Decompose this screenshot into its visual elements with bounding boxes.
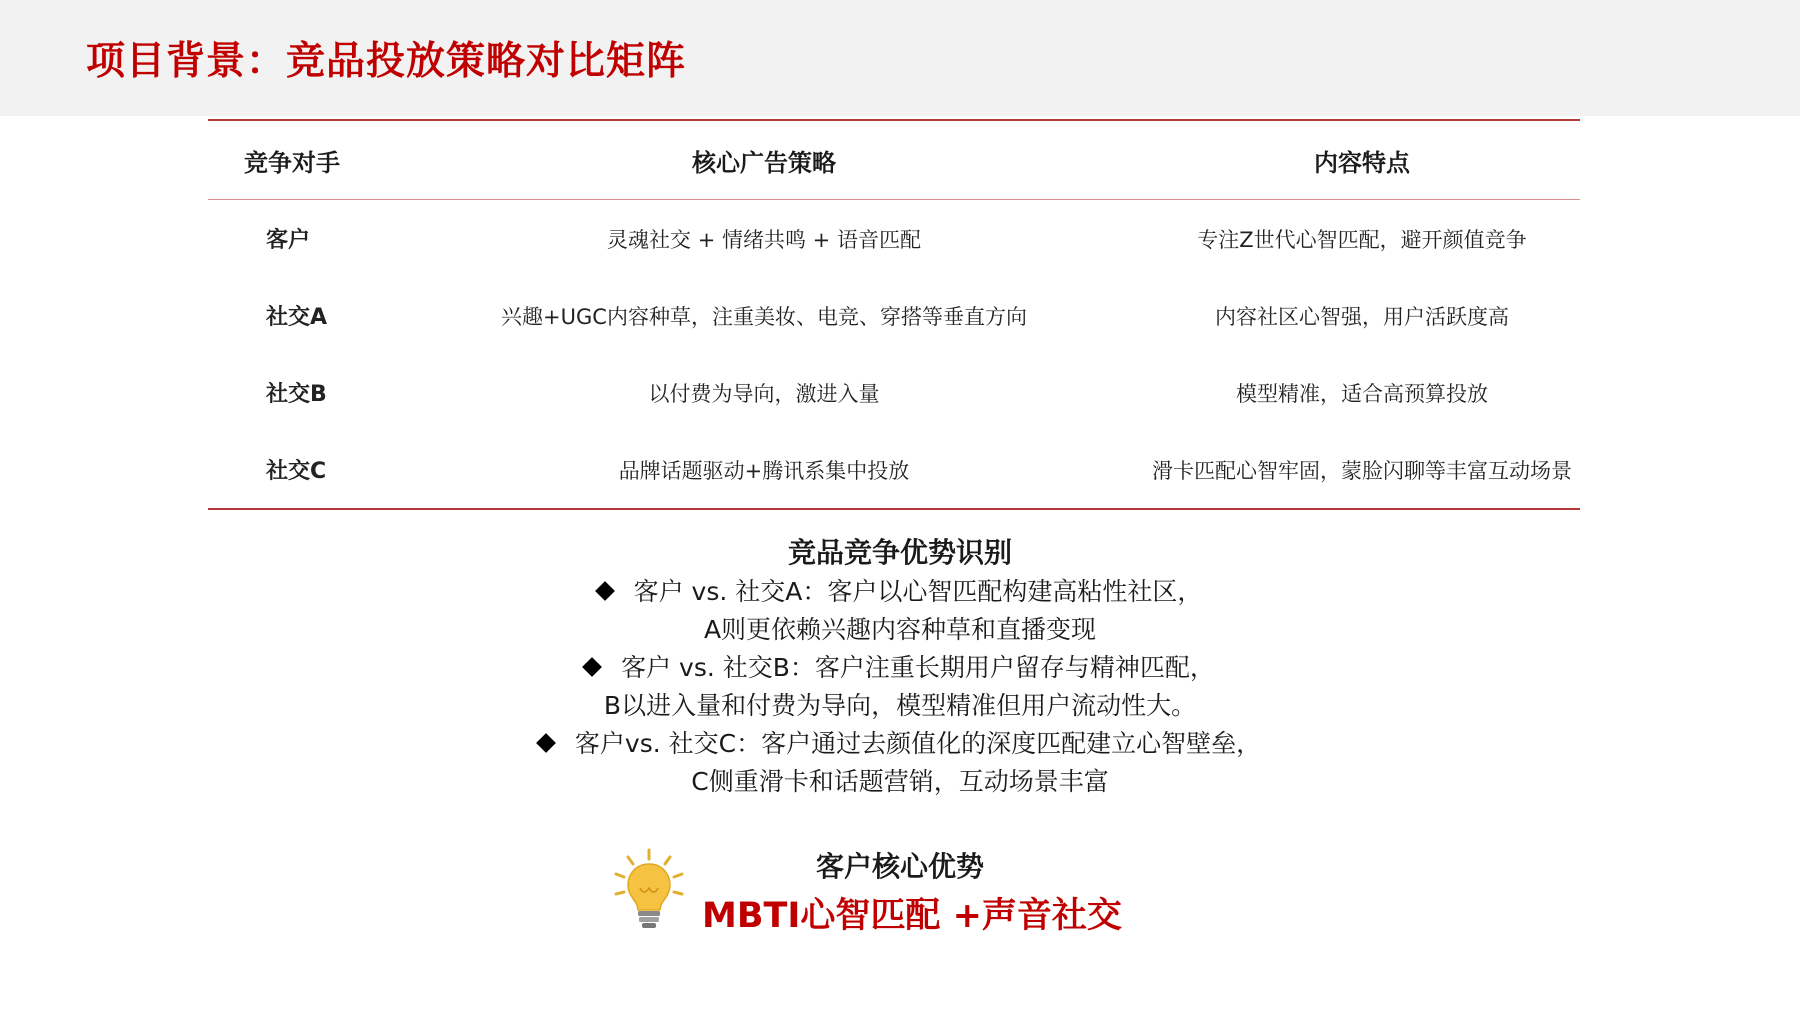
strategy-cell: 以付费为导向，激进入量 <box>648 381 880 406</box>
core-advantage-title: 客户核心优势 <box>815 850 984 883</box>
bullet-continuation: A则更依赖兴趣内容种草和直播变现 <box>703 615 1097 644</box>
comparison-table <box>208 119 1580 510</box>
table-row <box>208 200 1580 277</box>
competitor-cell: 社交C <box>266 459 327 484</box>
features-cell: 专注Z世代心智匹配，避开颜值竞争 <box>1197 227 1527 252</box>
table-row <box>208 277 1580 354</box>
diamond-bullet-icon <box>536 733 556 753</box>
bullet-text: 客户 vs. 社交B：客户注重长期用户留存与精神匹配， <box>621 653 1215 682</box>
competitor-cell: 客户 <box>266 228 311 253</box>
core-advantage-value: MBTI心智匹配 +声音社交 <box>702 896 1122 936</box>
bullet-item <box>0 573 1800 611</box>
features-cell: 内容社区心智强，用户活跃度高 <box>1215 304 1509 329</box>
diamond-bullet-icon <box>582 657 602 677</box>
strategy-cell: 品牌话题驱动+腾讯系集中投放 <box>618 458 910 483</box>
diamond-bullet-icon <box>595 581 615 601</box>
page-title: 项目背景：竞品投放策略对比矩阵 <box>86 39 687 84</box>
bullet-item <box>0 649 1800 687</box>
table-row <box>208 431 1580 508</box>
bullet-text: 客户vs. 社交C：客户通过去颜值化的深度匹配建立心智壁垒， <box>574 729 1262 758</box>
bullet-continuation: B以进入量和付费为导向，模型精准但用户流动性大。 <box>603 691 1197 720</box>
header-strategy: 核心广告策略 <box>692 148 836 177</box>
header-features: 内容特点 <box>1314 148 1410 177</box>
competitor-cell: 社交A <box>266 305 328 330</box>
strategy-cell: 灵魂社交 + 情绪共鸣 + 语音匹配 <box>607 227 921 252</box>
table-row <box>208 354 1580 431</box>
strategy-cell: 兴趣+UGC内容种草，注重美妆、电竞、穿搭等垂直方向 <box>501 304 1027 329</box>
bullet-text: 客户 vs. 社交A：客户以心智匹配构建高粘性社区， <box>633 577 1203 606</box>
bullet-continuation: C侧重滑卡和话题营销，互动场景丰富 <box>691 767 1109 796</box>
section-title: 竞品竞争优势识别 <box>787 536 1012 569</box>
features-cell: 模型精准，适合高预算投放 <box>1236 381 1488 406</box>
header-competitor: 竞争对手 <box>244 148 340 177</box>
table-header-row <box>208 121 1580 199</box>
bullet-item <box>0 725 1800 763</box>
advantage-section <box>0 533 1800 801</box>
table-bottom-rule <box>208 508 1580 510</box>
competitor-cell: 社交B <box>266 382 327 407</box>
features-cell: 滑卡匹配心智牢固，蒙脸闪聊等丰富互动场景 <box>1152 458 1572 483</box>
